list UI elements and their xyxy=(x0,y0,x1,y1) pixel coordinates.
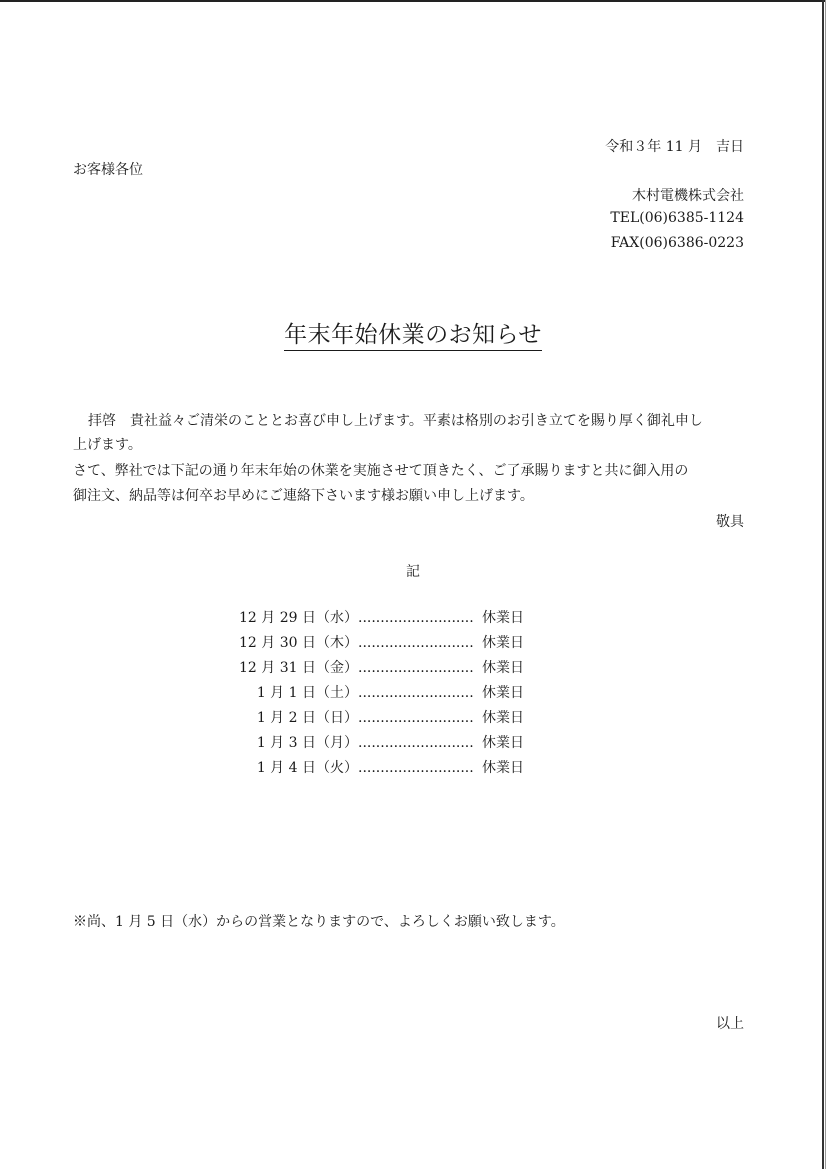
schedule-date: 12 月 31 日（金） xyxy=(239,660,358,676)
document-title-text: 年末年始休業のお知らせ xyxy=(284,322,542,351)
company-name: 木村電機株式会社 xyxy=(632,188,744,204)
schedule-leader: .......................... xyxy=(358,710,474,726)
recipient: お客様各位 xyxy=(73,162,143,178)
company-fax: FAX(06)6386-0223 xyxy=(610,235,744,251)
schedule-leader: .......................... xyxy=(358,685,474,701)
schedule-leader: .......................... xyxy=(358,660,474,676)
schedule-status: 休業日 xyxy=(482,635,524,651)
schedule-date: 12 月 30 日（木） xyxy=(239,635,358,651)
scan-edge-right xyxy=(822,0,824,1169)
body-line-4: 御注文、納品等は何卒お早めにご連絡下さいます様お願い申し上げます。 xyxy=(73,488,534,504)
schedule-row xyxy=(218,731,524,756)
schedule-date: 1 月 1 日（土） xyxy=(256,685,358,701)
schedule-leader: .......................... xyxy=(358,635,474,651)
business-resume-note: ※尚、1 月 5 日（水）からの営業となりますので、よろしくお願い致します。 xyxy=(73,914,565,930)
schedule-leader: .......................... xyxy=(358,610,474,626)
schedule-status: 休業日 xyxy=(482,710,524,726)
ending-ijou: 以上 xyxy=(716,1016,744,1032)
schedule-row xyxy=(218,606,524,631)
schedule-status: 休業日 xyxy=(482,685,524,701)
schedule-status: 休業日 xyxy=(482,760,524,776)
scan-edge-top xyxy=(0,0,826,2)
body-line-3: さて、弊社では下記の通り年末年始の休業を実施させて頂きたく、ご了承賜りますと共に御入用の xyxy=(73,463,689,479)
schedule-leader: .......................... xyxy=(358,735,474,751)
schedule-date: 12 月 29 日（水） xyxy=(239,610,358,626)
document-title xyxy=(0,316,826,349)
schedule-row xyxy=(218,756,524,781)
schedule-status: 休業日 xyxy=(482,610,524,626)
closing-keigu: 敬具 xyxy=(716,514,744,530)
schedule-status: 休業日 xyxy=(482,660,524,676)
issue-date: 令和３年 11 月 吉日 xyxy=(605,139,744,155)
schedule-row xyxy=(218,631,524,656)
schedule-row xyxy=(218,706,524,731)
schedule-date: 1 月 2 日（日） xyxy=(256,710,358,726)
body-line-1: 拝啓 貴社益々ご清栄のこととお喜び申し上げます。平素は格別のお引き立てを賜り厚く御礼申し xyxy=(88,413,703,429)
schedule-date: 1 月 3 日（月） xyxy=(256,735,358,751)
schedule-row xyxy=(218,681,524,706)
holiday-schedule xyxy=(218,606,524,781)
schedule-leader: .......................... xyxy=(358,760,474,776)
body-line-2: 上げます。 xyxy=(73,437,142,453)
schedule-row xyxy=(218,656,524,681)
schedule-date: 1 月 4 日（火） xyxy=(256,760,358,776)
company-tel: TEL(06)6385-1124 xyxy=(610,210,744,226)
ki-heading: 記 xyxy=(406,564,420,580)
schedule-status: 休業日 xyxy=(482,735,524,751)
